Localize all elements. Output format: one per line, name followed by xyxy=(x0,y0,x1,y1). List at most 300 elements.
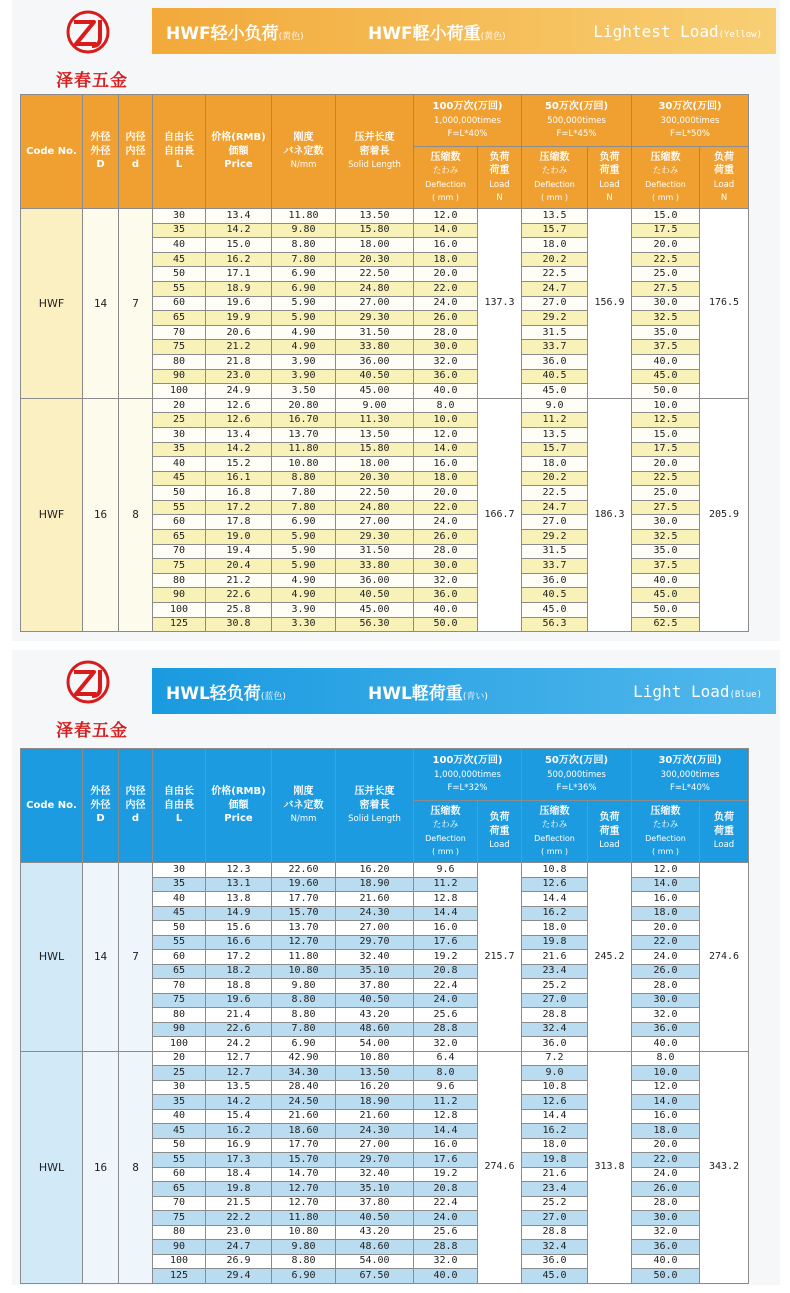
price-cell: 17.2 xyxy=(206,500,272,515)
price-cell: 13.4 xyxy=(206,427,272,442)
load-cn-label: 负荷 xyxy=(489,151,510,163)
free-length-cell: 60 xyxy=(153,515,206,530)
deflection-cell: 36.0 xyxy=(632,1240,700,1255)
deflection-cell: 25.6 xyxy=(414,1225,478,1240)
deflection-cell: 16.0 xyxy=(414,238,478,253)
deflection-cell: 12.5 xyxy=(632,413,700,428)
deflection-formula: F=L*36% xyxy=(556,783,597,794)
free-length-cell: 125 xyxy=(153,617,206,632)
deflection-cell: 19.8 xyxy=(522,935,588,950)
solid-length-cell: 56.30 xyxy=(336,617,414,632)
deflection-cn-label: 压缩数 xyxy=(430,151,461,163)
deflection-unit-label: ( mm ) xyxy=(541,193,568,202)
rate-cn-label: 刚度 xyxy=(293,132,314,144)
id-jp-label: 内径 xyxy=(125,145,146,157)
spring-rate-cell: 3.90 xyxy=(272,603,336,618)
free-length-cell: 100 xyxy=(153,384,206,399)
free-length-cell: 75 xyxy=(153,340,206,355)
deflection-cell: 25.0 xyxy=(632,486,700,501)
spring-rate-cell: 4.90 xyxy=(272,340,336,355)
spring-rate-cell: 8.80 xyxy=(272,1254,336,1269)
deflection-cell: 10.0 xyxy=(632,398,700,413)
deflection-cell: 9.6 xyxy=(414,1080,478,1095)
solid-length-cell: 35.10 xyxy=(336,964,414,979)
deflection-formula: F=L*40% xyxy=(670,783,710,794)
spring-rate-cell: 24.50 xyxy=(272,1095,336,1110)
deflection-formula: F=L*50% xyxy=(670,129,710,140)
banner-en-title: Lightest Load(Yellow) xyxy=(593,21,762,41)
solid-length-cell: 54.00 xyxy=(336,1037,414,1052)
free-length-cell: 50 xyxy=(153,267,206,282)
solid-length-cell: 18.00 xyxy=(336,238,414,253)
free-length-cell: 55 xyxy=(153,500,206,515)
deflection-cell: 14.4 xyxy=(522,892,588,907)
spring-rate-cell: 11.80 xyxy=(272,442,336,457)
deflection-formula: F=L*40% xyxy=(447,129,488,140)
deflection-cell: 45.0 xyxy=(632,369,700,384)
header-deflection xyxy=(414,801,478,863)
solid-en-label: Solid Length xyxy=(348,160,401,171)
header-free-length xyxy=(153,749,206,863)
price-cell: 20.4 xyxy=(206,559,272,574)
deflection-jp-label: たわみ xyxy=(652,166,679,176)
od-cn-label: 外径 xyxy=(90,132,111,144)
free-length-cell: 55 xyxy=(153,935,206,950)
deflection-cell: 32.4 xyxy=(522,1240,588,1255)
header-cycle-group-2 xyxy=(522,95,632,147)
deflection-cell: 10.8 xyxy=(522,1080,588,1095)
deflection-cell: 11.2 xyxy=(414,1095,478,1110)
solid-length-cell: 24.80 xyxy=(336,500,414,515)
spring-rate-cell: 12.70 xyxy=(272,1196,336,1211)
deflection-cell: 11.2 xyxy=(414,877,478,892)
price-cell: 14.2 xyxy=(206,223,272,238)
deflection-cell: 25.0 xyxy=(632,267,700,282)
spring-rate-cell: 15.70 xyxy=(272,1153,336,1168)
load-cell: 186.3 xyxy=(588,398,632,632)
deflection-cell: 15.0 xyxy=(632,427,700,442)
header-solid-length xyxy=(336,95,414,209)
free-length-cell: 80 xyxy=(153,1008,206,1023)
header-deflection xyxy=(632,801,700,863)
price-cell: 16.6 xyxy=(206,935,272,950)
load-jp-label: 荷重 xyxy=(714,165,734,176)
header-inner-diameter xyxy=(119,749,153,863)
price-cell: 22.6 xyxy=(206,1022,272,1037)
load-cell: 215.7 xyxy=(478,863,522,1052)
free-length-cell: 45 xyxy=(153,1124,206,1139)
spring-rate-cell: 10.80 xyxy=(272,457,336,472)
free-length-cell: 30 xyxy=(153,1080,206,1095)
deflection-cell: 28.8 xyxy=(414,1022,478,1037)
header-cycle-group-1 xyxy=(414,749,522,801)
deflection-cell: 50.0 xyxy=(632,384,700,399)
load-en-label: Load xyxy=(713,840,735,851)
outer-diameter-cell: 16 xyxy=(83,1051,119,1283)
deflection-cell: 45.0 xyxy=(522,603,588,618)
spring-spec-table xyxy=(20,748,749,1284)
cycle-group-label: 100万次(万回) xyxy=(432,101,503,113)
load-jp-label: 荷重 xyxy=(599,165,620,176)
spring-rate-cell: 16.70 xyxy=(272,413,336,428)
deflection-cell: 6.4 xyxy=(414,1051,478,1066)
id-symbol: d xyxy=(131,813,140,825)
deflection-cell: 16.2 xyxy=(522,1124,588,1139)
deflection-en-label: Deflection xyxy=(645,179,686,189)
deflection-cell: 18.0 xyxy=(632,1124,700,1139)
deflection-cell: 30.0 xyxy=(414,340,478,355)
solid-length-cell: 21.60 xyxy=(336,892,414,907)
price-cell: 16.1 xyxy=(206,471,272,486)
deflection-cell: 27.0 xyxy=(522,296,588,311)
banner-jp-title: HWF軽小荷重(黄色) xyxy=(368,23,506,44)
solid-length-cell: 16.20 xyxy=(336,863,414,878)
price-cell: 21.5 xyxy=(206,1196,272,1211)
deflection-cell: 40.0 xyxy=(414,1269,478,1284)
deflection-cell: 20.0 xyxy=(414,267,478,282)
free-length-cell: 50 xyxy=(153,921,206,936)
free-length-cell: 45 xyxy=(153,906,206,921)
price-cell: 16.8 xyxy=(206,486,272,501)
deflection-unit-label: ( mm ) xyxy=(432,193,459,202)
deflection-jp-label: たわみ xyxy=(432,166,459,176)
deflection-cell: 17.5 xyxy=(632,442,700,457)
load-cell: 245.2 xyxy=(588,863,632,1052)
free-length-cell: 90 xyxy=(153,369,206,384)
spring-rate-cell: 9.80 xyxy=(272,1240,336,1255)
load-jp-label: 荷重 xyxy=(489,825,510,837)
deflection-cell: 40.5 xyxy=(522,369,588,384)
deflection-cell: 36.0 xyxy=(522,573,588,588)
price-cell: 29.4 xyxy=(206,1269,272,1284)
price-cell: 19.4 xyxy=(206,544,272,559)
price-cell: 19.0 xyxy=(206,530,272,545)
deflection-cell: 10.0 xyxy=(414,413,478,428)
spring-rate-cell: 3.30 xyxy=(272,617,336,632)
deflection-cell: 20.8 xyxy=(414,964,478,979)
load-jp-label: 荷重 xyxy=(489,165,510,176)
solid-length-cell: 67.50 xyxy=(336,1269,414,1284)
header-price xyxy=(206,95,272,209)
deflection-cell: 30.0 xyxy=(414,559,478,574)
deflection-cell: 21.6 xyxy=(522,950,588,965)
solid-length-cell: 40.50 xyxy=(336,993,414,1008)
deflection-cell: 33.7 xyxy=(522,559,588,574)
solid-length-cell: 27.00 xyxy=(336,515,414,530)
cycle-times-label: 500,000times xyxy=(547,769,606,780)
solid-length-cell: 32.40 xyxy=(336,1167,414,1182)
deflection-cell: 18.0 xyxy=(522,1138,588,1153)
solid-length-cell: 9.00 xyxy=(336,398,414,413)
load-cell: 176.5 xyxy=(700,209,749,399)
deflection-cell: 19.2 xyxy=(414,1167,478,1182)
deflection-cell: 24.0 xyxy=(632,950,700,965)
deflection-cell: 22.5 xyxy=(632,471,700,486)
header-inner-diameter xyxy=(119,95,153,209)
table-row xyxy=(21,209,749,224)
free-length-cell: 30 xyxy=(153,863,206,878)
deflection-cell: 14.4 xyxy=(522,1109,588,1124)
header-cycle-group-1 xyxy=(414,95,522,147)
solid-length-cell: 24.30 xyxy=(336,1124,414,1139)
free-length-cell: 55 xyxy=(153,1153,206,1168)
deflection-cell: 9.0 xyxy=(522,398,588,413)
deflection-cell: 28.8 xyxy=(522,1008,588,1023)
price-cell: 17.3 xyxy=(206,1153,272,1168)
cycle-times-label: 300,000times xyxy=(660,115,720,126)
cycle-group-label: 30万次(万回) xyxy=(658,101,722,113)
deflection-cell: 23.4 xyxy=(522,1182,588,1197)
spring-rate-cell: 6.90 xyxy=(272,281,336,296)
price-cell: 21.2 xyxy=(206,573,272,588)
free-length-cell: 25 xyxy=(153,413,206,428)
free-length-cell: 50 xyxy=(153,486,206,501)
free-length-cell: 45 xyxy=(153,252,206,267)
solid-length-cell: 54.00 xyxy=(336,1254,414,1269)
solid-cn-label: 压并长度 xyxy=(354,132,395,144)
spring-rate-cell: 11.80 xyxy=(272,950,336,965)
load-jp-label: 荷重 xyxy=(714,825,734,837)
deflection-cell: 20.2 xyxy=(522,471,588,486)
spring-rate-cell: 10.80 xyxy=(272,964,336,979)
deflection-cell: 37.5 xyxy=(632,340,700,355)
free-length-cell: 90 xyxy=(153,1022,206,1037)
solid-length-cell: 22.50 xyxy=(336,267,414,282)
price-cell: 24.2 xyxy=(206,1037,272,1052)
spring-rate-cell: 9.80 xyxy=(272,979,336,994)
price-cell: 22.6 xyxy=(206,588,272,603)
price-cell: 30.8 xyxy=(206,617,272,632)
price-en-label: Price xyxy=(224,813,253,825)
deflection-cell: 24.0 xyxy=(414,296,478,311)
brand-name: 泽春五金 xyxy=(56,721,128,741)
price-cell: 12.7 xyxy=(206,1051,272,1066)
spring-rate-cell: 8.80 xyxy=(272,1008,336,1023)
solid-length-cell: 40.50 xyxy=(336,588,414,603)
header-spring-rate xyxy=(272,95,336,209)
price-cell: 14.9 xyxy=(206,906,272,921)
price-cell: 16.2 xyxy=(206,1124,272,1139)
free-length-cell: 70 xyxy=(153,544,206,559)
cycle-times-label: 300,000times xyxy=(660,769,720,780)
inner-diameter-cell: 7 xyxy=(119,209,153,399)
solid-length-cell: 18.90 xyxy=(336,877,414,892)
deflection-cell: 28.0 xyxy=(414,325,478,340)
od-cn-label: 外径 xyxy=(90,786,111,798)
deflection-cell: 30.0 xyxy=(632,296,700,311)
deflection-cell: 15.7 xyxy=(522,223,588,238)
deflection-cell: 50.0 xyxy=(414,617,478,632)
load-jp-label: 荷重 xyxy=(599,825,620,837)
free-length-cell: 65 xyxy=(153,1182,206,1197)
price-cell: 19.6 xyxy=(206,296,272,311)
free-length-cell: 75 xyxy=(153,559,206,574)
header-cycle-group-2 xyxy=(522,749,632,801)
solid-en-label: Solid Length xyxy=(348,814,401,825)
code-no-cell: HWL xyxy=(21,863,83,1052)
deflection-jp-label: たわみ xyxy=(652,820,679,830)
deflection-cell: 45.0 xyxy=(632,588,700,603)
deflection-cell: 20.2 xyxy=(522,252,588,267)
deflection-cell: 40.0 xyxy=(632,573,700,588)
free-length-cell: 80 xyxy=(153,1225,206,1240)
deflection-cell: 26.0 xyxy=(632,1182,700,1197)
deflection-cell: 23.4 xyxy=(522,964,588,979)
price-cell: 22.2 xyxy=(206,1211,272,1226)
price-jp-label: 価額 xyxy=(228,799,249,811)
load-cn-label: 负荷 xyxy=(599,812,620,824)
solid-length-cell: 20.30 xyxy=(336,471,414,486)
header-load xyxy=(700,147,749,209)
spring-rate-cell: 21.60 xyxy=(272,1109,336,1124)
section-banner xyxy=(152,668,776,714)
cycle-group-label: 100万次(万回) xyxy=(432,755,503,767)
spring-rate-cell: 6.90 xyxy=(272,515,336,530)
deflection-cell: 20.0 xyxy=(632,457,700,472)
deflection-cell: 16.2 xyxy=(522,906,588,921)
header-code-no xyxy=(21,749,83,863)
spring-rate-cell: 4.90 xyxy=(272,588,336,603)
price-cell: 23.0 xyxy=(206,1225,272,1240)
spring-spec-table xyxy=(20,94,749,632)
deflection-cell: 22.0 xyxy=(414,500,478,515)
deflection-cell: 40.5 xyxy=(522,588,588,603)
solid-length-cell: 29.30 xyxy=(336,530,414,545)
deflection-cell: 14.4 xyxy=(414,1124,478,1139)
solid-jp-label: 密着長 xyxy=(359,145,390,157)
header-free-length xyxy=(153,95,206,209)
deflection-unit-label: ( mm ) xyxy=(652,193,679,202)
table-row xyxy=(21,398,749,413)
header-load xyxy=(700,801,749,863)
deflection-cell: 21.6 xyxy=(522,1167,588,1182)
deflection-cell: 25.6 xyxy=(414,1008,478,1023)
deflection-cell: 22.4 xyxy=(414,979,478,994)
price-cell: 14.2 xyxy=(206,442,272,457)
deflection-cell: 18.0 xyxy=(522,457,588,472)
rate-unit-label: N/mm xyxy=(290,160,317,171)
deflection-cell: 22.5 xyxy=(522,486,588,501)
deflection-cell: 19.8 xyxy=(522,1153,588,1168)
solid-length-cell: 18.90 xyxy=(336,1095,414,1110)
price-cell: 15.0 xyxy=(206,238,272,253)
inner-diameter-cell: 8 xyxy=(119,1051,153,1283)
deflection-cell: 18.0 xyxy=(632,906,700,921)
spring-rate-cell: 7.80 xyxy=(272,1022,336,1037)
solid-cn-label: 压并长度 xyxy=(354,786,395,798)
deflection-cell: 24.7 xyxy=(522,500,588,515)
load-unit-label: N xyxy=(606,193,613,203)
deflection-cell: 24.0 xyxy=(414,993,478,1008)
deflection-en-label: Deflection xyxy=(425,179,466,189)
deflection-cell: 27.5 xyxy=(632,281,700,296)
price-cell: 13.4 xyxy=(206,209,272,224)
price-cell: 20.6 xyxy=(206,325,272,340)
fl-symbol: L xyxy=(175,159,183,171)
deflection-cell: 8.0 xyxy=(414,398,478,413)
solid-length-cell: 31.50 xyxy=(336,544,414,559)
deflection-cn-label: 压缩数 xyxy=(539,151,570,163)
deflection-cell: 15.7 xyxy=(522,442,588,457)
free-length-cell: 60 xyxy=(153,296,206,311)
header-load xyxy=(588,801,632,863)
deflection-cell: 12.6 xyxy=(522,877,588,892)
fl-jp-label: 自由長 xyxy=(164,799,194,811)
free-length-cell: 35 xyxy=(153,1095,206,1110)
solid-length-cell: 33.80 xyxy=(336,340,414,355)
deflection-cell: 62.5 xyxy=(632,617,700,632)
solid-length-cell: 29.30 xyxy=(336,311,414,326)
deflection-cell: 14.0 xyxy=(414,223,478,238)
deflection-cell: 56.3 xyxy=(522,617,588,632)
deflection-cell: 7.2 xyxy=(522,1051,588,1066)
price-cell: 18.2 xyxy=(206,964,272,979)
load-cell: 137.3 xyxy=(478,209,522,399)
deflection-cell: 22.4 xyxy=(414,1196,478,1211)
brand-logo xyxy=(46,10,136,90)
deflection-cn-label: 压缩数 xyxy=(539,805,570,817)
load-unit-label: N xyxy=(496,193,503,203)
solid-length-cell: 20.30 xyxy=(336,252,414,267)
price-cell: 14.2 xyxy=(206,1095,272,1110)
header-load xyxy=(478,147,522,209)
price-cn-label: 价格(RMB) xyxy=(211,786,266,798)
zcj-logo-icon xyxy=(60,660,116,710)
deflection-cell: 32.0 xyxy=(632,1225,700,1240)
spring-rate-cell: 7.80 xyxy=(272,252,336,267)
deflection-cell: 12.8 xyxy=(414,892,478,907)
spring-rate-cell: 22.60 xyxy=(272,863,336,878)
cycle-times-label: 1,000,000times xyxy=(434,769,501,780)
spring-rate-cell: 4.90 xyxy=(272,573,336,588)
free-length-cell: 30 xyxy=(153,427,206,442)
header-outer-diameter xyxy=(83,95,119,209)
inner-diameter-cell: 8 xyxy=(119,398,153,632)
deflection-cell: 36.0 xyxy=(414,588,478,603)
hwl-section xyxy=(12,650,780,1285)
deflection-cell: 27.5 xyxy=(632,500,700,515)
spring-rate-cell: 13.70 xyxy=(272,427,336,442)
deflection-cell: 36.0 xyxy=(522,354,588,369)
load-unit-label: N xyxy=(720,193,728,203)
deflection-cell: 28.0 xyxy=(414,544,478,559)
price-cell: 17.1 xyxy=(206,267,272,282)
deflection-cell: 27.0 xyxy=(522,1211,588,1226)
solid-length-cell: 36.00 xyxy=(336,573,414,588)
solid-length-cell: 43.20 xyxy=(336,1225,414,1240)
deflection-cell: 8.0 xyxy=(414,1066,478,1081)
price-cell: 16.9 xyxy=(206,1138,272,1153)
price-cell: 21.2 xyxy=(206,340,272,355)
spring-rate-cell: 28.40 xyxy=(272,1080,336,1095)
brand-name: 泽春五金 xyxy=(56,71,128,91)
load-cell: 274.6 xyxy=(478,1051,522,1283)
solid-length-cell: 27.00 xyxy=(336,921,414,936)
outer-diameter-cell: 14 xyxy=(83,863,119,1052)
solid-length-cell: 16.20 xyxy=(336,1080,414,1095)
section-banner xyxy=(152,8,776,54)
free-length-cell: 65 xyxy=(153,964,206,979)
price-cell: 23.0 xyxy=(206,369,272,384)
load-cell: 166.7 xyxy=(478,398,522,632)
price-cell: 19.8 xyxy=(206,1182,272,1197)
deflection-cell: 40.0 xyxy=(414,603,478,618)
price-cell: 21.8 xyxy=(206,354,272,369)
od-jp-label: 外径 xyxy=(90,145,111,157)
deflection-cell: 19.2 xyxy=(414,950,478,965)
deflection-cell: 30.0 xyxy=(632,993,700,1008)
deflection-cell: 50.0 xyxy=(632,1269,700,1284)
